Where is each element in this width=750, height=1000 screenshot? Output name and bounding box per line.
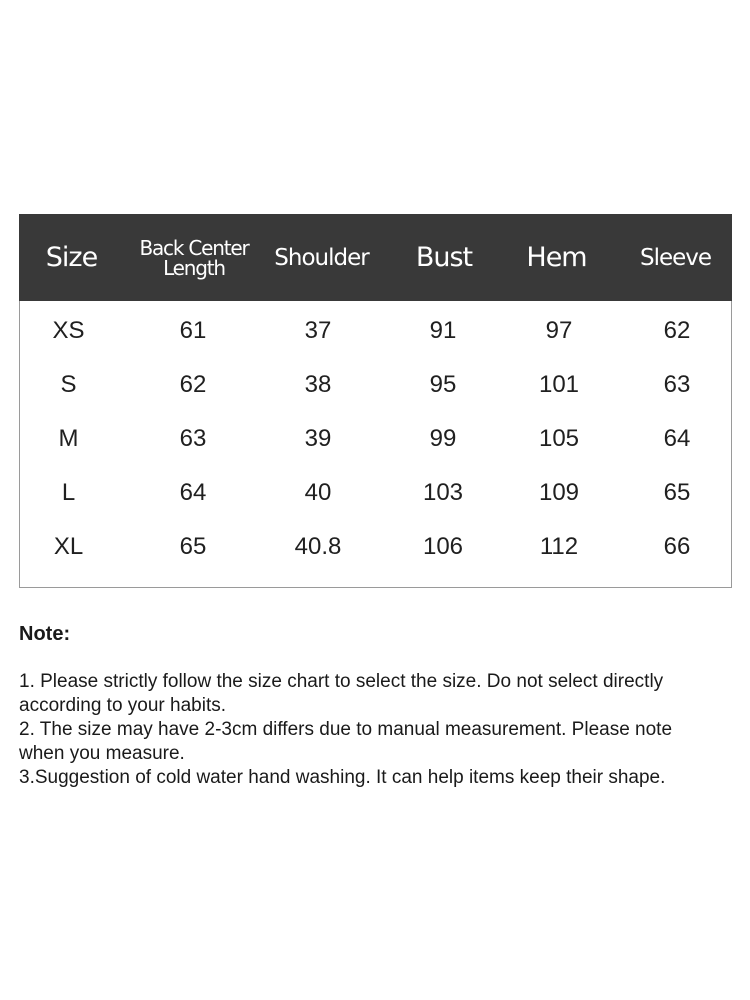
notes-list (19, 670, 719, 790)
note-item: 2. The size may have 2-3cm differs due to manual measurement. Please note when you measure. (19, 719, 673, 764)
table-row (20, 466, 731, 520)
header-size-label: Size (45, 242, 98, 273)
cell-sleeve: 63 (663, 371, 691, 398)
cell-size: S (60, 371, 77, 398)
cell-sleeve: 65 (663, 479, 691, 506)
header-hem (504, 214, 609, 301)
cell-bust: 103 (422, 479, 464, 506)
header-bust (389, 214, 499, 301)
header-hem-label: Hem (526, 242, 587, 273)
note-item: 1. Please strictly follow the size chart to select the size. Do not select directly according to your habits. (19, 671, 664, 716)
cell-back-center-length: 63 (179, 425, 207, 452)
cell-bust: 99 (429, 425, 457, 452)
header-back-center-length (129, 214, 259, 301)
cell-sleeve: 62 (663, 317, 691, 344)
cell-hem: 105 (538, 425, 580, 452)
cell-shoulder: 38 (304, 371, 332, 398)
cell-hem: 97 (545, 317, 573, 344)
table-row (20, 358, 731, 412)
cell-back-center-length: 65 (179, 533, 207, 560)
cell-size: M (58, 425, 79, 452)
header-shoulder-label: Shoulder (274, 244, 369, 271)
table-row (20, 304, 731, 358)
notes-section (19, 618, 719, 788)
cell-bust: 91 (429, 317, 457, 344)
header-bust-label: Bust (415, 242, 473, 273)
note-item: 3.Suggestion of cold water hand washing. It can help items keep their shape. (19, 767, 666, 788)
size-chart-table (19, 214, 732, 588)
cell-shoulder: 37 (304, 317, 332, 344)
cell-shoulder: 39 (304, 425, 332, 452)
cell-shoulder: 40 (304, 479, 332, 506)
cell-hem: 101 (538, 371, 580, 398)
cell-size: L (61, 479, 76, 506)
table-row (20, 412, 731, 466)
cell-hem: 112 (539, 533, 579, 560)
table-header-row (19, 214, 732, 301)
cell-back-center-length: 61 (179, 317, 207, 344)
cell-bust: 95 (429, 371, 457, 398)
cell-back-center-length: 62 (179, 371, 207, 398)
cell-shoulder: 40.8 (294, 533, 342, 560)
cell-sleeve: 64 (663, 425, 691, 452)
header-sleeve-label: Sleeve (639, 244, 712, 271)
header-shoulder (264, 214, 379, 301)
header-back-center-line2: Length (163, 255, 225, 280)
notes-title: Note: (19, 623, 71, 645)
cell-hem: 109 (538, 479, 580, 506)
header-size (19, 214, 124, 301)
cell-bust: 106 (422, 533, 464, 560)
cell-size: XL (53, 533, 84, 560)
cell-sleeve: 66 (663, 533, 691, 560)
cell-back-center-length: 64 (179, 479, 207, 506)
header-sleeve (619, 214, 732, 301)
header-back-center-line1: Back Center (139, 235, 249, 260)
cell-size: XS (52, 317, 85, 344)
table-row (20, 520, 731, 574)
